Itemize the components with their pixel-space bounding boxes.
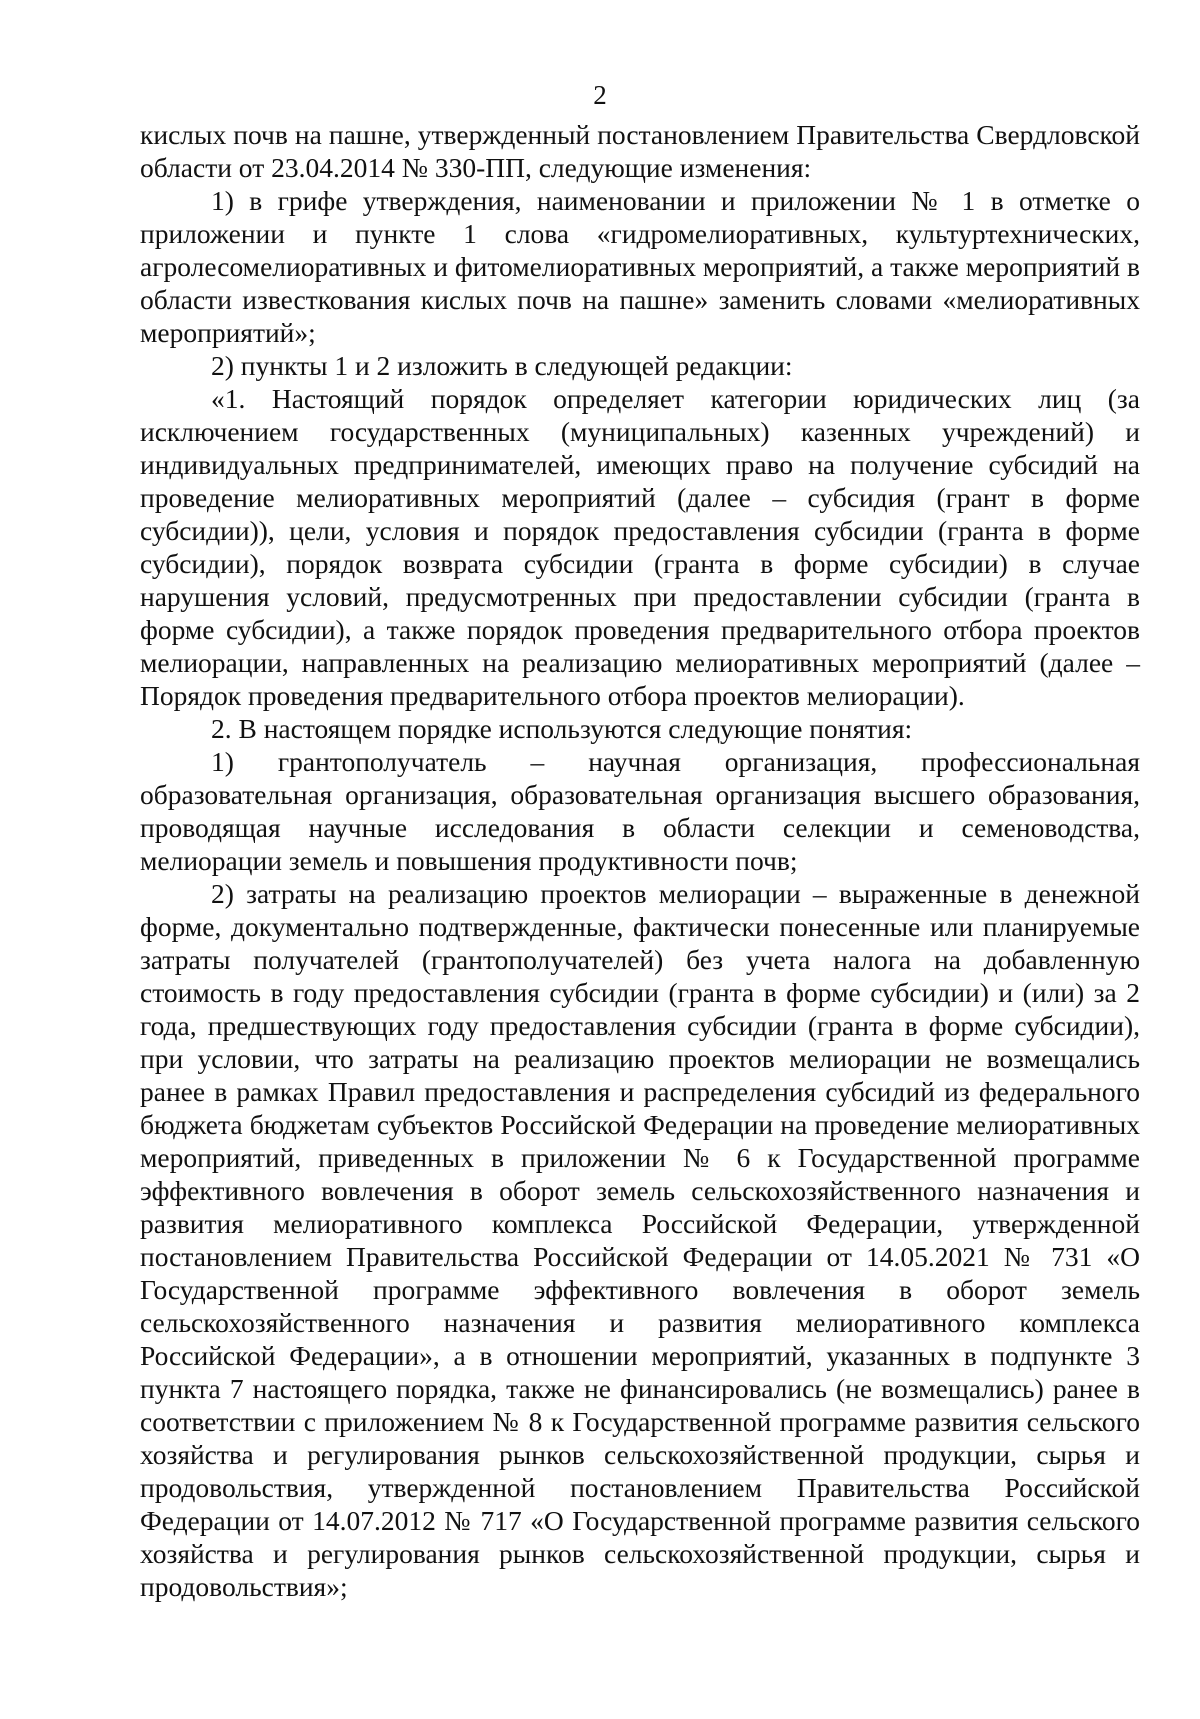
paragraph: 2. В настоящем порядке используются следующие понятия:	[211, 713, 913, 744]
page-number: 2	[593, 80, 607, 110]
paragraph: 1) грантополучатель – научная организация, профессиональная образовательная организация, образовательная организация высшего образования, проводящая научные исследования в области селекции и семеноводства, мелиорации земель и повышения продуктивности почв;	[140, 746, 1140, 876]
paragraph: 1) в грифе утверждения, наименовании и приложении № 1 в отметке о приложении и пункте 1 слова «гидромелиоративных, культуртехнических, агролесомелиоративных и фитомелиоративных мероприятий, а также мероприятий в области известкования кислых почв на пашне» заменить словами «мелиоративных мероприятий»;	[140, 185, 1140, 348]
paragraph: 2) пункты 1 и 2 изложить в следующей редакции:	[211, 350, 793, 381]
paragraph: «1. Настоящий порядок определяет категории юридических лиц (за исключением государственных (муниципальных) казенных учреждений) и индивидуальных предпринимателей, имеющих право на получение субсидий на проведение мелиоративных мероприятий (далее – субсидия (грант в форме субсидии)), цели, условия и порядок предоставления субсидии (гранта в форме субсидии), порядок возврата субсидии (гранта в форме субсидии) в случае нарушения условий, предусмотренных при предоставлении субсидии (гранта в форме субсидии), а также порядок проведения предварительного отбора проектов мелиорации, направленных на реализацию мелиоративных мероприятий (далее – Порядок проведения предварительного отбора проектов мелиорации).	[140, 383, 1140, 711]
document-body	[140, 118, 1140, 1603]
paragraph: 2) затраты на реализацию проектов мелиорации – выраженные в денежной форме, документально подтвержденные, фактически понесенные или планируемые затраты получателей (грантополучателей) без учета налога на добавленную стоимость в году предоставления субсидии (гранта в форме субсидии) и (или) за 2 года, предшествующих году предоставления субсидии (гранта в форме субсидии), при условии, что затраты на реализацию проектов мелиорации не возмещались ранее в рамках Правил предоставления и распределения субсидий из федерального бюджета бюджетам субъектов Российской Федерации на проведение мелиоративных мероприятий, приведенных в приложении № 6 к Государственной программе эффективного вовлечения в оборот земель сельскохозяйственного назначения и развития мелиоративного комплекса Российской Федерации, утвержденной постановлением Правительства Российской Федерации от 14.05.2021 № 731 «О Государственной программе эффективного вовлечения в оборот земель сельскохозяйственного назначения и развития мелиоративного комплекса Российской Федерации», а в отношении мероприятий, указанных в подпункте 3 пункта 7 настоящего порядка, также не финансировались (не возмещались) ранее в соответствии с приложением № 8 к Государственной программе развития сельского хозяйства и регулирования рынков сельскохозяйственной продукции, сырья и продовольствия, утвержденной постановлением Правительства Российской Федерации от 14.07.2012 № 717 «О Государственной программе развития сельского хозяйства и регулирования рынков сельскохозяйственной продукции, сырья и продовольствия»;	[140, 878, 1140, 1602]
paragraph: кислых почв на пашне, утвержденный постановлением Правительства Свердловской области от 23.04.2014 № 330-ПП, следующие изменения:	[140, 119, 1140, 183]
